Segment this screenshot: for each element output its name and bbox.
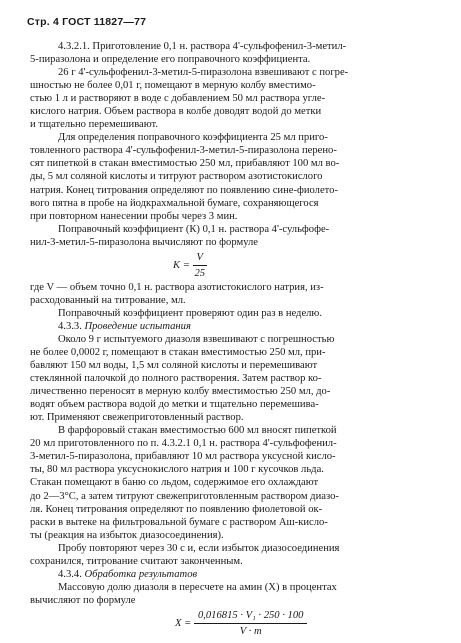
text-line: натрия. Конец титрования определяют по появлению сине-фиолето- <box>30 184 338 196</box>
text-line: стью 1 л и растворяют в воде с добавлением 50 мл раствора угле- <box>30 93 326 105</box>
text-line: вого пятна в пробе на йодкрахмальной бумаге, сохраняющегося <box>30 197 319 209</box>
text-line: нил-3-метил-5-пиразолона вычисляют по формуле <box>30 236 259 248</box>
text-line: ды, 5 мл соляной кислоты и титруют раствором азотистокислого <box>30 171 323 183</box>
text-line: стеклянной палочкой до полного растворения. Затем раствор ко- <box>30 373 322 385</box>
text-line: Поправочный коэффициент (К) 0,1 н. раствора 4'-сульфофе- <box>58 223 330 235</box>
text-line: Стакан помещают в баню со льдом, содержимое его охлаждают <box>30 477 319 489</box>
text-line: раски в вытеке на фильтровальной бумаге с раствором Аш-кисло- <box>30 516 328 528</box>
text-line: ты, 80 мл раствора уксуснокислого натрия и 100 г кусочков льда. <box>30 464 324 476</box>
page-header: Стр. 4 ГОСТ 11827—77 <box>27 16 147 28</box>
text-line: вычисляют по формуле <box>30 594 136 606</box>
formula-numerator: V <box>193 251 207 266</box>
formula-correction-coefficient <box>30 249 432 281</box>
text-line: где V — объем точно 0,1 н. раствора азотистокислого натрия, из- <box>30 281 324 293</box>
text-line: расходованный на титрование, мл. <box>30 294 186 306</box>
text-line: ля. Конец титрования определяют по появлению фиолетовой ок- <box>30 503 323 515</box>
text-line: 4.3.2.1. Приготовление 0,1 н. раствора 4'-сульфофенил-3-метил- <box>58 41 347 52</box>
formula-denominator: V · m <box>239 625 262 637</box>
formula-fraction <box>193 251 207 280</box>
formula-lhs: X = <box>175 617 192 629</box>
text-line: и тщательно перемешивают. <box>30 119 159 131</box>
text-line: кислого натрия. Объем раствора в колбе доводят водой до метки <box>30 106 322 118</box>
formula-denominator: 25 <box>194 267 206 279</box>
text-line: бавляют 150 мл воды, 1,5 мл соляной кислоты и перемешивают <box>30 360 318 372</box>
text-line: не более 0,0002 г, помещают в стакан вместимостью 250 мл, при- <box>30 346 326 358</box>
text-line: В фарфоровый стакан вместимостью 600 мл вносят пипеткой <box>58 425 337 437</box>
text-line: ют. Применяют свежеприготовленный раствор. <box>30 412 244 424</box>
text-line: сохранился, титрование считают законченным. <box>30 555 243 567</box>
text-line: до 2—3°С, а затем титруют свежеприготовленным раствором диазо- <box>30 490 339 502</box>
text-line: водят объем раствора водой до метки и тщательно перемешива- <box>30 399 319 411</box>
formula-fraction <box>194 609 308 638</box>
text-line: 3-метил-5-пиразолона, прибавляют 10 мл раствора уксусной кисло- <box>30 451 336 463</box>
text-line: при повторном нанесении пробы через 3 мин. <box>30 210 238 222</box>
text-line: Около 9 г испытуемого диазоля взвешивают с погрешностью <box>58 333 335 345</box>
text-line: Для определения поправочного коэффициента 25 мл приго- <box>58 132 328 144</box>
text-line: Пробу повторяют через 30 с и, если избыток диазосоединения <box>58 542 340 554</box>
formula-mass-fraction <box>30 607 432 641</box>
text-line: 20 мл приготовленного по п. 4.3.2.1 0,1 н. раствора 4'-сульфофенил- <box>30 438 337 450</box>
text-line: шностью не более 0,01 г, помещают в мерную колбу вместимо- <box>30 80 316 92</box>
text-line: личественно переносят в мерную колбу вместимостью 250 мл, до- <box>30 386 331 398</box>
text-line: Массовую долю диазоля в пересчете на амин (X) в процентах <box>58 581 337 593</box>
formula-lhs: K = <box>173 259 190 271</box>
text-line: 5-пиразолона и определение его поправочного коэффициента. <box>30 54 311 66</box>
text-line: товленного раствора 4'-сульфофенил-3-метил-5-пиразолона перено- <box>30 145 337 157</box>
text-line: Поправочный коэффициент проверяют один раз в неделю. <box>58 307 322 319</box>
text-line: ты (реакция на избыток диазосоединения). <box>30 529 224 541</box>
document-body <box>30 40 432 641</box>
text-line: сят пипеткой в стакан вместимостью 250 мл, прибавляют 100 мл во- <box>30 158 340 170</box>
section-heading: 4.3.3. Проведение испытания <box>58 320 191 332</box>
text-line: 26 г 4'-сульфофенил-3-метил-5-пиразолона взвешивают с погре- <box>58 67 349 79</box>
formula-numerator: 0,016815 · V₁ · 250 · 100 <box>194 609 308 624</box>
section-heading: 4.3.4. Обработка результатов <box>58 568 198 580</box>
